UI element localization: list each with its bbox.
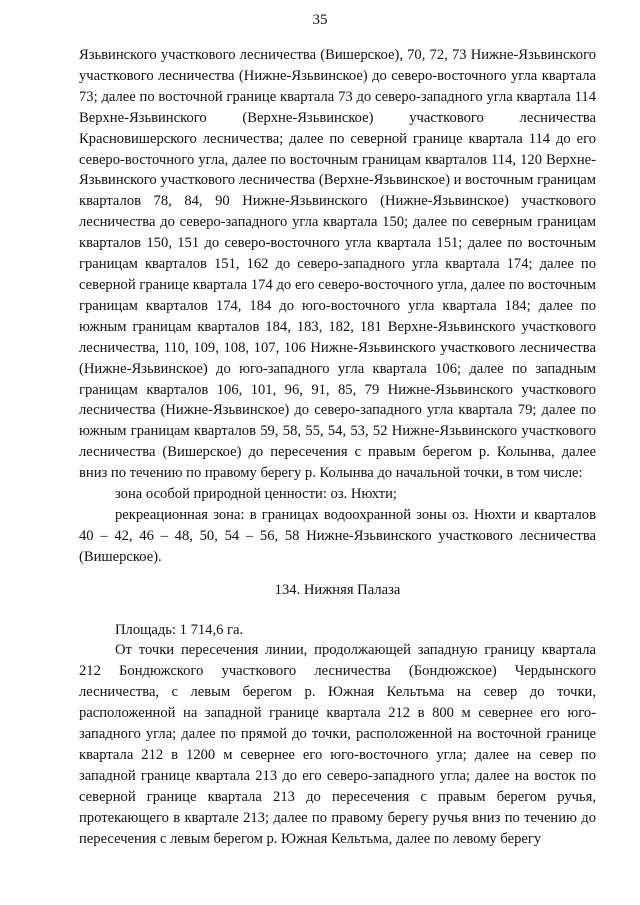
boundary-description: От точки пересечения линии, продолжающей западную границу квартала 212 Бондюжского участкового лесничества (Бондюжское) Чердынского лесничества, с левым берегом р. Южная Кельтьма на север до точки, расположенной на западной границе квартала 212 в 800 м севернее его юго-западного угла; далее по прямой до точки, расположенной на восточной границе квартала 212 в 1200 м севернее его юго-восточного угла; далее на север по западной границе квартала 213 до его северо-западного угла; далее на восток по северной границе квартала 213 до пересечения с правым берегом ручья, протекающего в квартале 213; далее по правому берегу ручья вниз по течению до пересечения с левым берегом р. Южная Кельтьма, далее по левому берегу xyxy=(79,642,596,847)
zone-recreation: рекреационная зона: в границах водоохранной зоны оз. Нюхти и кварталов 40 – 42, 46 – 48, 50, 54 – 56, 58 Нижне-Язьвинского участкового лесничества (Вишерское). xyxy=(79,506,596,565)
zone-special-value: зона особой природной ценности: оз. Нюхти; xyxy=(115,486,397,503)
paragraph-continued: Язьвинского участкового лесничества (Вишерское), 70, 72, 73 Нижне-Язьвинского участкового лесничества (Нижне-Язьвинское) до северо-восточного угла квартала 73; далее по восточной границе квартала 73 до северо-западного угла квартала 114 Верхне-Язьвинского (Верхне-Язьвинское) участкового лесничества Красновишерского лесничества; далее по северной границе квартала 114 до его северо-восточного угла, далее по восточным границам кварталов 114, 120 Верхне-Язьвинского участкового лесничества (Верхне-Язьвинское) и восточным границам кварталов 78, 84, 90 Нижне-Язьвинского (Нижне-Язьвинское) участкового лесничества до северо-западного угла квартала 150; далее по северным границам кварталов 150, 151 до северо-восточного угла квартала 151; далее по восточным границам кварталов 151, 162 до северо-западного угла квартала 174; далее по северной границе квартала 174 до его северо-восточного угла, далее по восточным границам кварталов 174, 184 до юго-восточного угла квартала 184; далее по южным границам кварталов 184, 183, 182, 181 Верхне-Язьвинского участкового лесничества, 110, 109, 108, 107, 106 Нижне-Язьвинского участкового лесничества (Нижне-Язьвинское) до юго-западного угла квартала 106; далее по западным границам кварталов 106, 101, 96, 91, 85, 79 Нижне-Язьвинского участкового лесничества (Нижне-Язьвинское) до северо-западного угла квартала 79; далее по южным границам кварталов 59, 58, 55, 54, 53, 52 Нижне-Язьвинского участкового лесничества (Вишерское) до пересечения с правым берегом р. Колынва, далее вниз по течению по правому берегу р. Колынва до начальной точки, в том числе: xyxy=(79,47,596,482)
section-heading: 134. Нижняя Палаза xyxy=(274,581,401,598)
document-body xyxy=(79,45,596,850)
page-number: 35 xyxy=(312,12,328,28)
area-statement: Площадь: 1 714,6 га. xyxy=(115,621,244,638)
